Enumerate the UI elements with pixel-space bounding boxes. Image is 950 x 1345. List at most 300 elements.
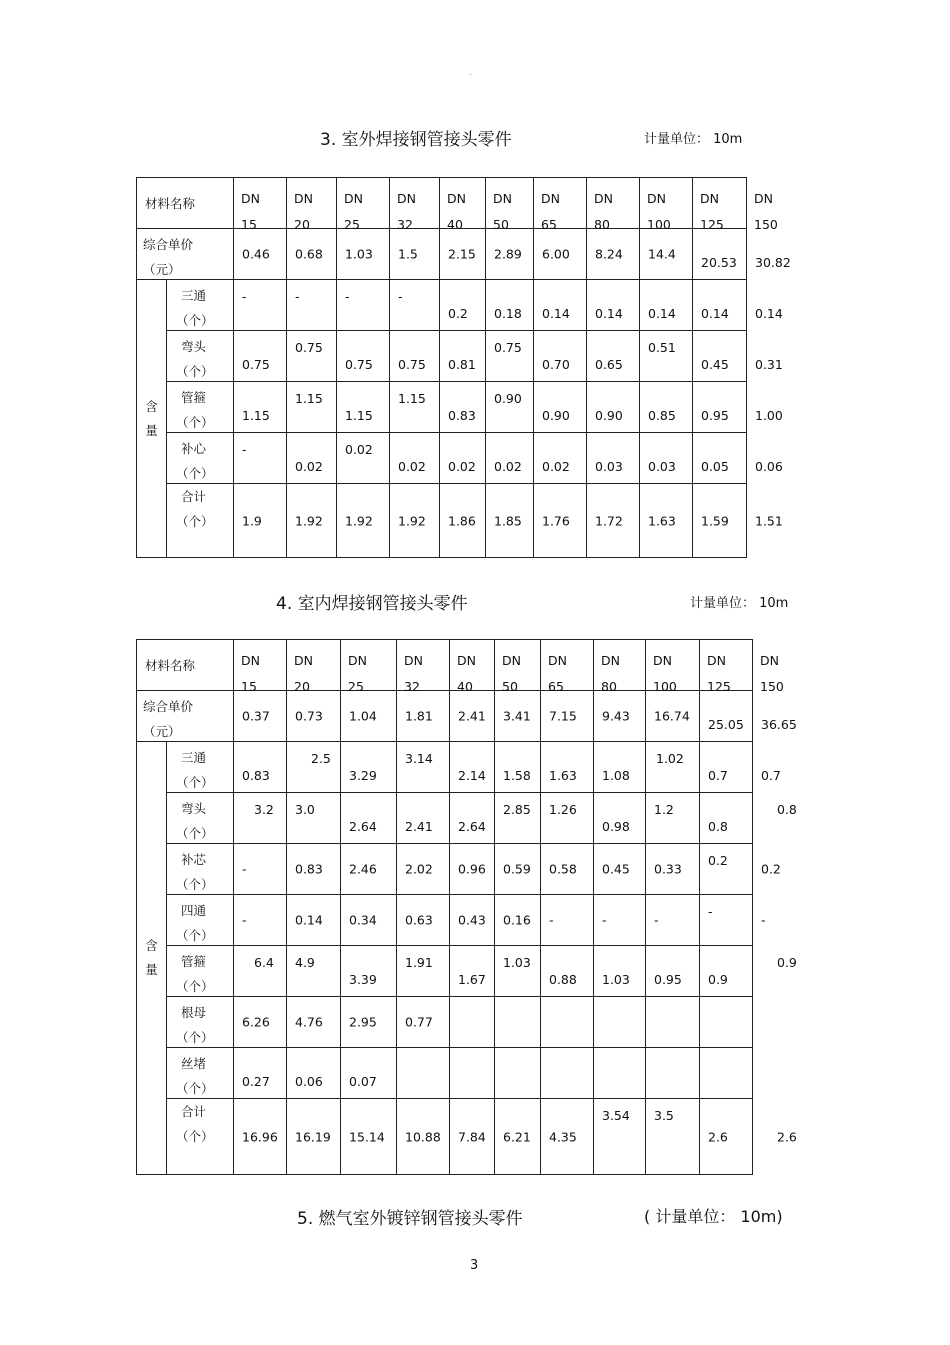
row-name: 合计 <box>181 489 207 504</box>
value: 7.84 <box>458 1129 486 1144</box>
value: 0.95 <box>654 972 682 987</box>
value: - <box>761 912 766 928</box>
value: 2.64 <box>458 819 486 834</box>
price-value: 1.5 <box>398 246 418 262</box>
value-cell <box>234 382 287 433</box>
value-cell <box>287 382 337 433</box>
value: 0.51 <box>648 340 676 355</box>
value: 0.14 <box>755 306 783 321</box>
value-cell <box>646 1099 700 1175</box>
dn-size: 80 <box>594 217 610 232</box>
value-cell <box>234 742 287 793</box>
value-cell <box>440 331 486 382</box>
price-unit: （元） <box>143 262 181 277</box>
content-group-label <box>137 742 167 1175</box>
price-value: 6.00 <box>542 246 570 262</box>
value-cell <box>541 1048 594 1099</box>
dn-header-cell <box>341 640 397 694</box>
value: 1.91 <box>405 955 433 970</box>
value-cell <box>486 433 534 484</box>
value-cell <box>587 433 640 484</box>
row-unit: （个） <box>176 466 214 481</box>
value-cell <box>700 946 753 997</box>
value: 4.76 <box>295 1014 323 1030</box>
dn-label: DN <box>594 191 613 206</box>
value-cell <box>234 1048 287 1099</box>
dn-label: DN <box>502 653 521 668</box>
content-row <box>137 280 747 331</box>
price-value: 2.15 <box>448 246 476 262</box>
dn-label: DN <box>447 191 466 206</box>
value-cell <box>440 484 486 558</box>
value: 3.39 <box>349 972 377 987</box>
value: - <box>295 289 300 304</box>
section5-title: 5. 燃气室外镀锌钢管接头零件 <box>297 1209 523 1229</box>
price-value: 36.65 <box>761 717 797 732</box>
value: 0.03 <box>595 459 623 474</box>
section3-table <box>136 177 791 558</box>
dn-size: 25 <box>344 217 360 232</box>
value-cell <box>341 895 397 946</box>
value: 0.9 <box>777 955 797 970</box>
value-cell <box>640 331 693 382</box>
value-cell <box>700 1048 753 1099</box>
price-value: 7.15 <box>549 708 577 724</box>
value: 0.98 <box>602 819 630 834</box>
dn-size: 65 <box>548 679 564 694</box>
value: 0.05 <box>701 459 729 474</box>
value: 15.14 <box>349 1129 385 1144</box>
value-cell <box>486 331 534 382</box>
value-cell <box>337 280 390 331</box>
value-cell <box>287 433 337 484</box>
value: 1.72 <box>595 513 623 528</box>
page-marker-dot: - <box>469 70 472 79</box>
value-cell <box>495 844 541 895</box>
value-cell <box>640 484 693 558</box>
value-cell <box>541 946 594 997</box>
row-name: 弯头 <box>181 339 207 354</box>
value: 1.00 <box>755 408 783 423</box>
value: 0.75 <box>295 340 323 355</box>
value-cell <box>700 895 753 946</box>
value: 0.9 <box>708 972 728 987</box>
value: 3.14 <box>405 751 433 766</box>
dn-size: 100 <box>653 679 677 694</box>
value: 0.45 <box>701 357 729 372</box>
value: 1.85 <box>494 513 522 528</box>
dn-size: 40 <box>457 679 473 694</box>
group-char: 含 <box>145 398 158 414</box>
dn-label: DN <box>404 653 423 668</box>
value-cell <box>495 895 541 946</box>
row-unit: （个） <box>176 1129 214 1144</box>
value-cell <box>541 895 594 946</box>
value: 0.14 <box>295 912 323 928</box>
dn-size: 50 <box>493 217 509 232</box>
content-row <box>137 895 753 946</box>
content-row <box>137 331 747 382</box>
page-number: 3 <box>470 1258 479 1273</box>
value: - <box>242 289 247 304</box>
dn-header-cell <box>337 178 390 232</box>
material-name-header: 材料名称 <box>145 196 196 211</box>
value: 1.51 <box>755 513 783 528</box>
value-cell <box>450 742 495 793</box>
dn-header-cell <box>640 178 693 232</box>
value: 0.88 <box>549 972 577 987</box>
price-value: 16.74 <box>654 708 690 724</box>
value: 2.02 <box>405 861 433 877</box>
value-cell <box>341 1048 397 1099</box>
dn-size: 125 <box>707 679 731 694</box>
content-row <box>137 997 753 1048</box>
value-cell <box>234 946 287 997</box>
value-cell <box>700 742 753 793</box>
section5-unit: ( 计量单位： 10m) <box>644 1207 783 1226</box>
section3-title: 3. 室外焊接钢管接头零件 <box>320 130 512 150</box>
row-name: 丝堵 <box>181 1056 207 1071</box>
dn-header-cell <box>234 178 287 232</box>
value-cell <box>693 280 747 331</box>
value: 1.03 <box>503 955 531 970</box>
value-cell <box>390 280 440 331</box>
value-cell <box>646 1048 700 1099</box>
value-cell <box>646 742 700 793</box>
dn-header-cell <box>693 178 747 232</box>
value-cell <box>450 1048 495 1099</box>
value-cell <box>287 946 341 997</box>
value: 0.85 <box>648 408 676 423</box>
value-cell <box>700 997 753 1048</box>
row-unit: （个） <box>176 1081 214 1096</box>
dn-size: 25 <box>348 679 364 694</box>
value-cell <box>693 433 747 484</box>
dn-size: 32 <box>397 217 413 232</box>
value-cell <box>234 433 287 484</box>
price-row <box>137 691 753 742</box>
header-row <box>137 178 747 229</box>
value: - <box>708 904 713 919</box>
value: 2.46 <box>349 861 377 877</box>
value-cell <box>337 331 390 382</box>
dn-label: DN <box>601 653 620 668</box>
dn-size: 20 <box>294 217 310 232</box>
value-cell <box>594 946 646 997</box>
value-cell <box>646 844 700 895</box>
value: 1.63 <box>549 768 577 783</box>
value-cell <box>287 844 341 895</box>
value-cell <box>486 484 534 558</box>
value-cell <box>495 946 541 997</box>
value-cell <box>234 895 287 946</box>
row-name: 补芯 <box>181 852 207 867</box>
value: 0.14 <box>595 306 623 321</box>
price-value: 25.05 <box>708 717 744 732</box>
value-cell <box>640 433 693 484</box>
value: 4.9 <box>295 955 315 970</box>
row-name: 四通 <box>181 903 207 918</box>
row-unit: （个） <box>176 775 214 790</box>
dn-header-cell <box>390 178 440 232</box>
dn-size: 20 <box>294 679 310 694</box>
value-cell <box>594 997 646 1048</box>
value: 0.83 <box>448 408 476 423</box>
content-row <box>137 844 753 895</box>
value-cell <box>397 793 450 844</box>
value-cell <box>450 997 495 1048</box>
value-cell <box>495 1099 541 1175</box>
price-value: 14.4 <box>648 246 676 262</box>
value-cell <box>341 844 397 895</box>
value-cell <box>287 793 341 844</box>
value-cell <box>440 382 486 433</box>
row-unit: （个） <box>176 313 214 328</box>
value-cell <box>397 895 450 946</box>
value-cell <box>234 997 287 1048</box>
value-cell <box>587 484 640 558</box>
value-cell <box>234 280 287 331</box>
value: 0.34 <box>349 912 377 928</box>
material-name-header: 材料名称 <box>145 658 196 673</box>
content-row <box>137 1048 753 1099</box>
value-cell <box>341 742 397 793</box>
value-cell <box>390 433 440 484</box>
value-cell <box>234 1099 287 1175</box>
value: - <box>242 912 247 928</box>
value: 0.75 <box>398 357 426 372</box>
value: 0.06 <box>755 459 783 474</box>
value: 1.9 <box>242 513 262 528</box>
section4-table <box>136 639 797 1175</box>
value: 1.92 <box>345 513 373 528</box>
value: 0.7 <box>708 768 728 783</box>
value-cell <box>287 331 337 382</box>
value-cell <box>534 382 587 433</box>
dn-label: DN <box>760 653 779 668</box>
value: 1.02 <box>656 751 684 766</box>
value-cell <box>397 742 450 793</box>
value: 3.0 <box>295 802 315 817</box>
value: 0.16 <box>503 912 531 928</box>
value-cell <box>486 280 534 331</box>
value-cell <box>594 895 646 946</box>
value: 0.14 <box>701 306 729 321</box>
value: 2.5 <box>311 751 331 766</box>
value: 0.02 <box>345 442 373 457</box>
value-cell <box>534 433 587 484</box>
value: - <box>549 912 554 928</box>
row-name: 合计 <box>181 1104 207 1119</box>
value: 0.58 <box>549 861 577 877</box>
value: 4.35 <box>549 1129 577 1144</box>
value: 0.07 <box>349 1074 377 1089</box>
dn-header-cell <box>397 640 450 694</box>
value: 1.26 <box>549 802 577 817</box>
dn-label: DN <box>294 191 313 206</box>
value-cell <box>541 793 594 844</box>
value-cell <box>541 844 594 895</box>
dn-label: DN <box>493 191 512 206</box>
value-cell <box>397 1048 450 1099</box>
value-cell <box>486 382 534 433</box>
row-name: 三通 <box>181 288 207 303</box>
price-value: 0.68 <box>295 246 323 262</box>
price-value: 2.89 <box>494 246 522 262</box>
value-cell <box>390 382 440 433</box>
value: - <box>602 912 607 928</box>
value-cell <box>337 484 390 558</box>
value: 0.75 <box>242 357 270 372</box>
value: - <box>242 442 247 457</box>
dn-label: DN <box>294 653 313 668</box>
value-cell <box>287 1099 341 1175</box>
value-cell <box>646 997 700 1048</box>
value-cell <box>341 793 397 844</box>
value: 0.33 <box>654 861 682 877</box>
value-cell <box>587 382 640 433</box>
dn-header-cell <box>234 640 287 694</box>
value: 0.2 <box>761 861 781 877</box>
value: 0.43 <box>458 912 486 928</box>
content-row <box>137 382 747 433</box>
value-cell <box>541 742 594 793</box>
value-cell <box>693 484 747 558</box>
value: 0.06 <box>295 1074 323 1089</box>
value-cell <box>541 997 594 1048</box>
value-cell <box>693 331 747 382</box>
value: 6.26 <box>242 1014 270 1030</box>
value: 2.95 <box>349 1014 377 1030</box>
section3-unit: 计量单位： 10m <box>644 132 743 147</box>
dn-label: DN <box>548 653 567 668</box>
value-cell <box>646 895 700 946</box>
value-cell <box>450 793 495 844</box>
dn-header-cell <box>287 178 337 232</box>
value-cell <box>337 382 390 433</box>
value-cell <box>450 844 495 895</box>
dn-size: 50 <box>502 679 518 694</box>
dn-header-cell <box>486 178 534 232</box>
value: 1.86 <box>448 513 476 528</box>
value-cell <box>397 946 450 997</box>
value-cell <box>495 742 541 793</box>
value-cell <box>646 793 700 844</box>
content-row <box>137 742 753 793</box>
price-value: 2.41 <box>458 708 486 724</box>
value-cell <box>594 1048 646 1099</box>
dn-label: DN <box>707 653 726 668</box>
value-cell <box>234 331 287 382</box>
value: 6.21 <box>503 1129 531 1144</box>
value-cell <box>390 484 440 558</box>
content-row <box>137 946 753 997</box>
dn-label: DN <box>653 653 672 668</box>
header-row <box>137 640 753 691</box>
row-name: 管箍 <box>181 954 207 969</box>
dn-label: DN <box>541 191 560 206</box>
value-cell <box>640 280 693 331</box>
value: 2.6 <box>777 1129 797 1144</box>
value: 6.4 <box>254 955 274 970</box>
value: 1.15 <box>295 391 323 406</box>
dn-header-cell <box>646 640 700 694</box>
value: 3.2 <box>254 802 274 817</box>
value-cell <box>287 280 337 331</box>
value-cell <box>700 1099 753 1175</box>
dn-label: DN <box>241 653 260 668</box>
value-cell <box>287 895 341 946</box>
row-name: 根母 <box>181 1005 207 1020</box>
value: 2.85 <box>503 802 531 817</box>
section4-title: 4. 室内焊接钢管接头零件 <box>276 594 468 614</box>
value-cell <box>390 331 440 382</box>
value-cell <box>287 1048 341 1099</box>
value-cell <box>341 997 397 1048</box>
value: 2.41 <box>405 819 433 834</box>
content-row <box>137 1099 753 1175</box>
dn-size: 15 <box>241 217 257 232</box>
price-label: 综合单价 <box>143 699 194 714</box>
value: 1.59 <box>701 513 729 528</box>
dn-header-cell <box>495 640 541 694</box>
value: 1.15 <box>398 391 426 406</box>
dn-size: 125 <box>700 217 724 232</box>
dn-header-cell <box>450 640 495 694</box>
value: 0.95 <box>701 408 729 423</box>
value: - <box>654 912 659 928</box>
value-cell <box>495 793 541 844</box>
price-value: 0.46 <box>242 246 270 262</box>
dn-size: 80 <box>601 679 617 694</box>
value: 2.64 <box>349 819 377 834</box>
row-name: 补心 <box>181 441 207 456</box>
value: 0.03 <box>648 459 676 474</box>
value-cell <box>287 484 337 558</box>
value: 0.8 <box>777 802 797 817</box>
dn-label: DN <box>397 191 416 206</box>
value-cell <box>234 844 287 895</box>
dn-label: DN <box>348 653 367 668</box>
value: 0.2 <box>708 853 728 868</box>
price-value: 30.82 <box>755 255 791 270</box>
value-cell <box>234 484 287 558</box>
price-value: 1.81 <box>405 708 433 724</box>
value: 1.63 <box>648 513 676 528</box>
value: 0.81 <box>448 357 476 372</box>
value: 1.2 <box>654 802 674 817</box>
dn-size: 150 <box>760 679 784 694</box>
value: 1.92 <box>398 513 426 528</box>
value: 3.5 <box>654 1108 674 1123</box>
value-cell <box>341 1099 397 1175</box>
price-value: 3.41 <box>503 708 531 724</box>
dn-label: DN <box>754 191 773 206</box>
value-cell <box>495 1048 541 1099</box>
price-row <box>137 229 747 280</box>
value: - <box>398 289 403 304</box>
dn-size: 15 <box>241 679 257 694</box>
value-cell <box>541 1099 594 1175</box>
price-value: 20.53 <box>701 255 737 270</box>
value: 0.59 <box>503 861 531 877</box>
price-value: 1.04 <box>349 708 377 724</box>
row-name: 三通 <box>181 750 207 765</box>
value: 1.67 <box>458 972 486 987</box>
value: 0.90 <box>595 408 623 423</box>
value-cell <box>594 1099 646 1175</box>
value-cell <box>440 433 486 484</box>
